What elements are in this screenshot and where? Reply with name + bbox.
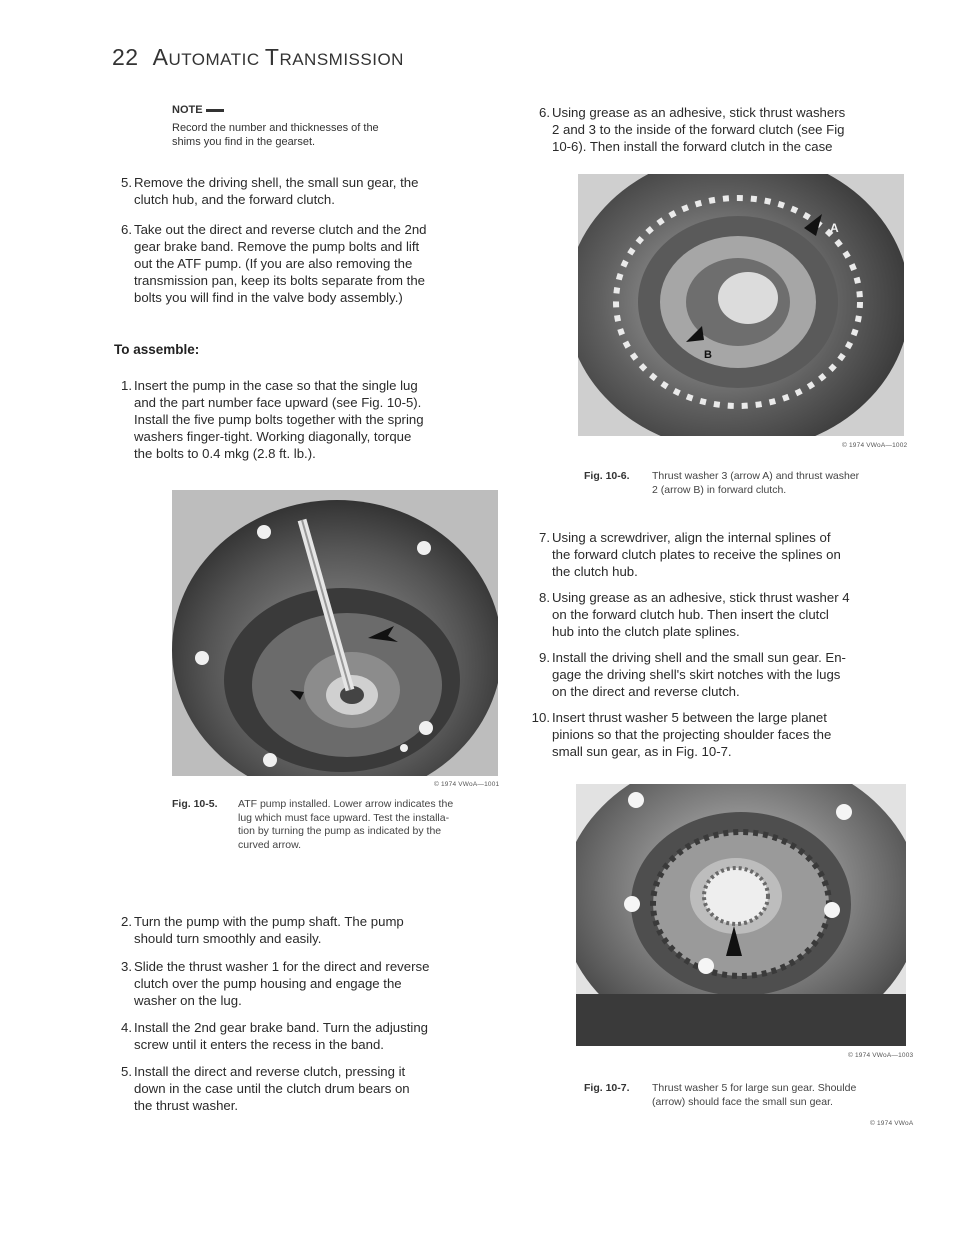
step-number: 6. — [121, 222, 132, 237]
step-line: screw until it enters the recess in the band. — [134, 1037, 384, 1052]
step-line: hub into the clutch plate splines. — [552, 624, 740, 639]
fig-10-6-photo — [578, 174, 904, 436]
assemble-heading: To assemble: — [114, 342, 200, 357]
step-line: the bolts to 0.4 mkg (2.8 ft. lb.). — [134, 446, 316, 461]
step-number: 7. — [539, 530, 550, 545]
fig-10-6-caption — [584, 470, 910, 500]
step-line: Using grease as an adhesive, stick thrust washer 4 — [552, 590, 850, 605]
planet-gear-illustration — [576, 784, 906, 1046]
page-header — [112, 44, 404, 71]
step-line: washer on the lug. — [134, 993, 242, 1008]
step-number: 8. — [539, 590, 550, 605]
caption-line: ATF pump installed. Lower arrow indicates the — [238, 798, 454, 810]
caption-line: (arrow) should face the small sun gear. — [652, 1095, 833, 1108]
step-number: 9. — [539, 650, 550, 665]
step-line: on the direct and reverse clutch. — [552, 684, 740, 699]
figure-label: Fig. 10-6. — [584, 470, 630, 482]
step-line: Take out the direct and reverse clutch and the 2nd — [134, 222, 427, 237]
step-line: clutch over the pump housing and engage the — [134, 976, 402, 991]
page-number: 22 — [112, 44, 139, 70]
step-line: clutch hub, and the forward clutch. — [134, 192, 335, 207]
title-c: T — [264, 44, 280, 70]
step-line: down in the case until the clutch drum bears on — [134, 1081, 410, 1096]
caption-line: Thrust washer 5 for large sun gear. Shoulde — [652, 1082, 857, 1094]
footer-credit: © 1974 VWoA — [870, 1120, 914, 1127]
step-number: 6. — [539, 105, 550, 120]
title-d: RANSMISSION — [279, 50, 404, 69]
arrow-b-label: B — [704, 349, 712, 361]
step-line: gear brake band. Remove the pump bolts and lift — [134, 239, 420, 254]
note-heading: NOTE — [172, 104, 224, 116]
step-line: should turn smoothly and easily. — [134, 931, 322, 946]
step-number: 10. — [531, 710, 550, 725]
step-line: Install the 2nd gear brake band. Turn the adjusting — [134, 1020, 428, 1035]
caption-line: curved arrow. — [238, 838, 302, 851]
fig-10-5-photo — [172, 490, 498, 776]
caption-line: Thrust washer 3 (arrow A) and thrust washer — [652, 470, 860, 482]
step-line: Using grease as an adhesive, stick thrust washers — [552, 105, 846, 120]
step-number: 4. — [121, 1020, 132, 1035]
step-number: 5. — [121, 1064, 132, 1079]
fig-10-5-credit: © 1974 VWoA—1001 — [434, 781, 500, 788]
step-line: Install the five pump bolts together with the spring — [134, 412, 424, 427]
fig-10-7-credit: © 1974 VWoA—1003 — [848, 1052, 914, 1059]
step-line: out the ATF pump. (If you are also removing the — [134, 256, 413, 271]
atf-pump-illustration — [172, 490, 498, 776]
step-line: the clutch hub. — [552, 564, 638, 579]
fig-10-7-photo — [576, 784, 906, 1046]
arrow-a-label: A — [830, 221, 839, 235]
fig-10-5-caption — [172, 798, 498, 868]
step-line: and the part number face upward (see Fig. 10-5). — [134, 395, 422, 410]
step-line: bolts you will find in the valve body assembly.) — [134, 290, 403, 305]
figure-label: Fig. 10-7. — [584, 1082, 630, 1094]
step-line: pinions so that the projecting shoulder faces the — [552, 727, 832, 742]
step-line: gage the driving shell's skirt notches with the lugs — [552, 667, 841, 682]
step-number: 2. — [121, 914, 132, 929]
step-line: Install the direct and reverse clutch, pressing it — [134, 1064, 406, 1079]
caption-line: lug which must face upward. Test the installa- — [238, 811, 450, 824]
title-a: A — [152, 44, 169, 70]
step-line: Slide the thrust washer 1 for the direct and reverse — [134, 959, 430, 974]
step-line: 10-6). Then install the forward clutch in the case — [552, 139, 833, 154]
fig-10-6-credit: © 1974 VWoA—1002 — [842, 442, 908, 449]
step-line: on the forward clutch hub. Then insert the clutcl — [552, 607, 829, 622]
step-line: Insert the pump in the case so that the single lug — [134, 378, 418, 393]
step-number: 5. — [121, 175, 132, 190]
note-line: shims you find in the gearset. — [172, 136, 316, 148]
step-line: washers finger-tight. Working diagonally, torque — [134, 429, 412, 444]
figure-label: Fig. 10-5. — [172, 798, 218, 810]
step-line: 2 and 3 to the inside of the forward clutch (see Fig — [552, 122, 845, 137]
forward-clutch-illustration — [578, 174, 904, 436]
step-line: Remove the driving shell, the small sun gear, the — [134, 175, 419, 190]
note-body — [172, 121, 472, 149]
step-line: Turn the pump with the pump shaft. The pump — [134, 914, 404, 929]
step-number: 1. — [121, 378, 132, 393]
step-line: the thrust washer. — [134, 1098, 239, 1113]
title-b: UTOMATIC — [168, 50, 265, 69]
step-line: the forward clutch plates to receive the splines on — [552, 547, 841, 562]
caption-line: tion by turning the pump as indicated by the — [238, 825, 442, 837]
fig-10-7-caption — [584, 1082, 910, 1112]
step-line: Install the driving shell and the small sun gear. En- — [552, 650, 846, 665]
step-number: 3. — [121, 959, 132, 974]
step-line: small sun gear, as in Fig. 10-7. — [552, 744, 732, 759]
step-line: Using a screwdriver, align the internal splines of — [552, 530, 831, 545]
caption-line: 2 (arrow B) in forward clutch. — [652, 483, 787, 496]
step-line: Insert thrust washer 5 between the large planet — [552, 710, 827, 725]
note-line: Record the number and thicknesses of the — [172, 122, 379, 134]
step-line: transmission pan, keep its bolts separate from the — [134, 273, 426, 288]
